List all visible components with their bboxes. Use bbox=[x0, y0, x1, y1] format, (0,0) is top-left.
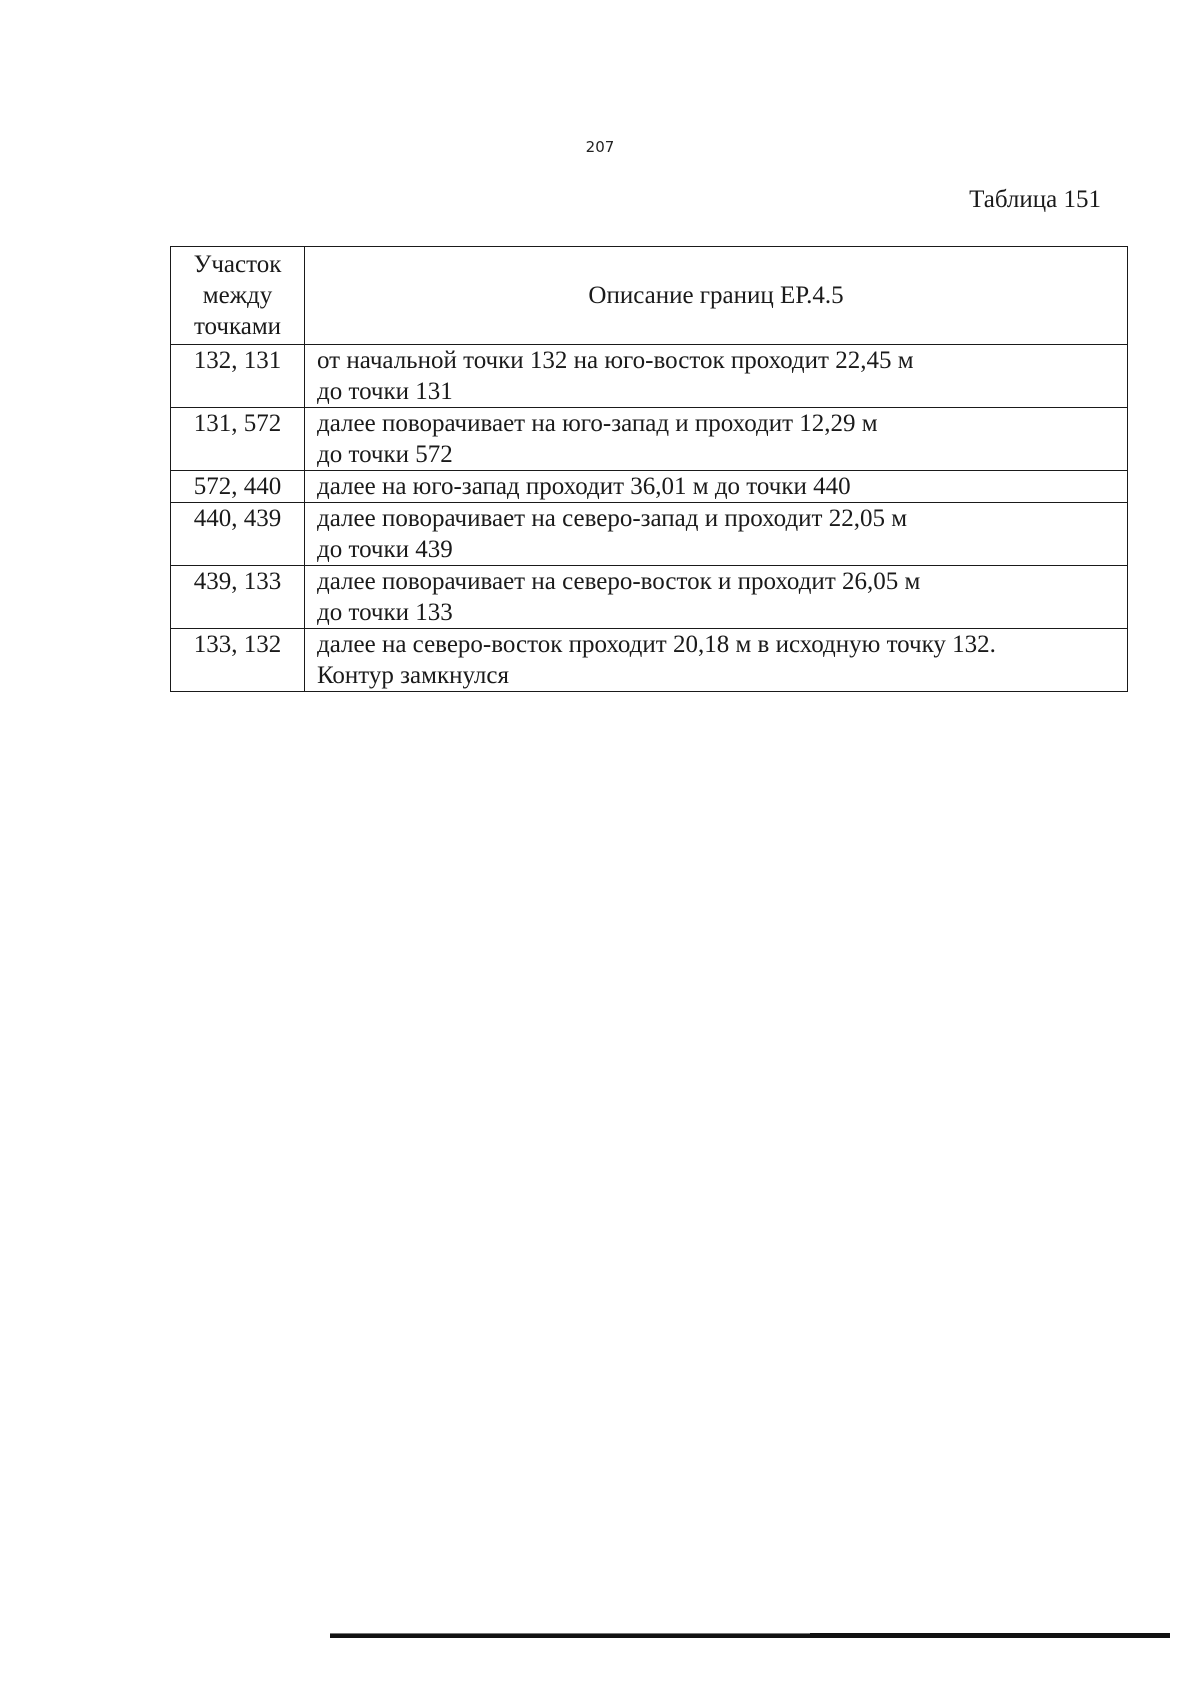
page-number: 207 bbox=[585, 138, 615, 156]
table-caption: Таблица 151 bbox=[969, 186, 1101, 213]
row-description bbox=[305, 566, 1128, 629]
description-line: до точки 572 bbox=[317, 441, 453, 468]
boundaries-table bbox=[170, 246, 1128, 692]
description-line: далее на юго-запад проходит 36,01 м до точки 440 bbox=[317, 473, 851, 500]
description-line: далее на северо-восток проходит 20,18 м в исходную точку 132. bbox=[317, 631, 996, 658]
row-description bbox=[305, 503, 1128, 566]
row-points: 440, 439 bbox=[171, 503, 305, 566]
table-row bbox=[171, 345, 1128, 408]
table-header-row bbox=[171, 247, 1128, 345]
header-segment-line: точками bbox=[193, 313, 282, 340]
description-line: далее поворачивает на северо-восток и проходит 26,05 м bbox=[317, 568, 921, 595]
header-segment-line: между bbox=[202, 282, 273, 309]
row-description bbox=[305, 471, 1128, 503]
description-line: до точки 133 bbox=[317, 599, 453, 626]
description-line: далее поворачивает на юго-запад и проходит 12,29 м bbox=[317, 410, 878, 437]
description-line: Контур замкнулся bbox=[317, 662, 509, 689]
row-points: 439, 133 bbox=[171, 566, 305, 629]
table-row bbox=[171, 408, 1128, 471]
table-row bbox=[171, 629, 1128, 692]
row-description bbox=[305, 345, 1128, 408]
row-points: 572, 440 bbox=[171, 471, 305, 503]
table-row bbox=[171, 471, 1128, 503]
description-line: далее поворачивает на северо-запад и проходит 22,05 м bbox=[317, 505, 908, 532]
row-description bbox=[305, 629, 1128, 692]
table-row bbox=[171, 566, 1128, 629]
footer-divider-shadow bbox=[330, 1633, 810, 1634]
description-line: до точки 439 bbox=[317, 536, 453, 563]
row-points: 132, 131 bbox=[171, 345, 305, 408]
header-boundary-description: Описание границ ЕР.4.5 bbox=[305, 247, 1128, 345]
table-row bbox=[171, 503, 1128, 566]
header-segment-between-points bbox=[171, 247, 305, 345]
description-line: от начальной точки 132 на юго-восток проходит 22,45 м bbox=[317, 347, 914, 374]
header-segment-line: Участок bbox=[193, 251, 282, 278]
row-points: 131, 572 bbox=[171, 408, 305, 471]
description-line: до точки 131 bbox=[317, 378, 453, 405]
row-points: 133, 132 bbox=[171, 629, 305, 692]
row-description bbox=[305, 408, 1128, 471]
